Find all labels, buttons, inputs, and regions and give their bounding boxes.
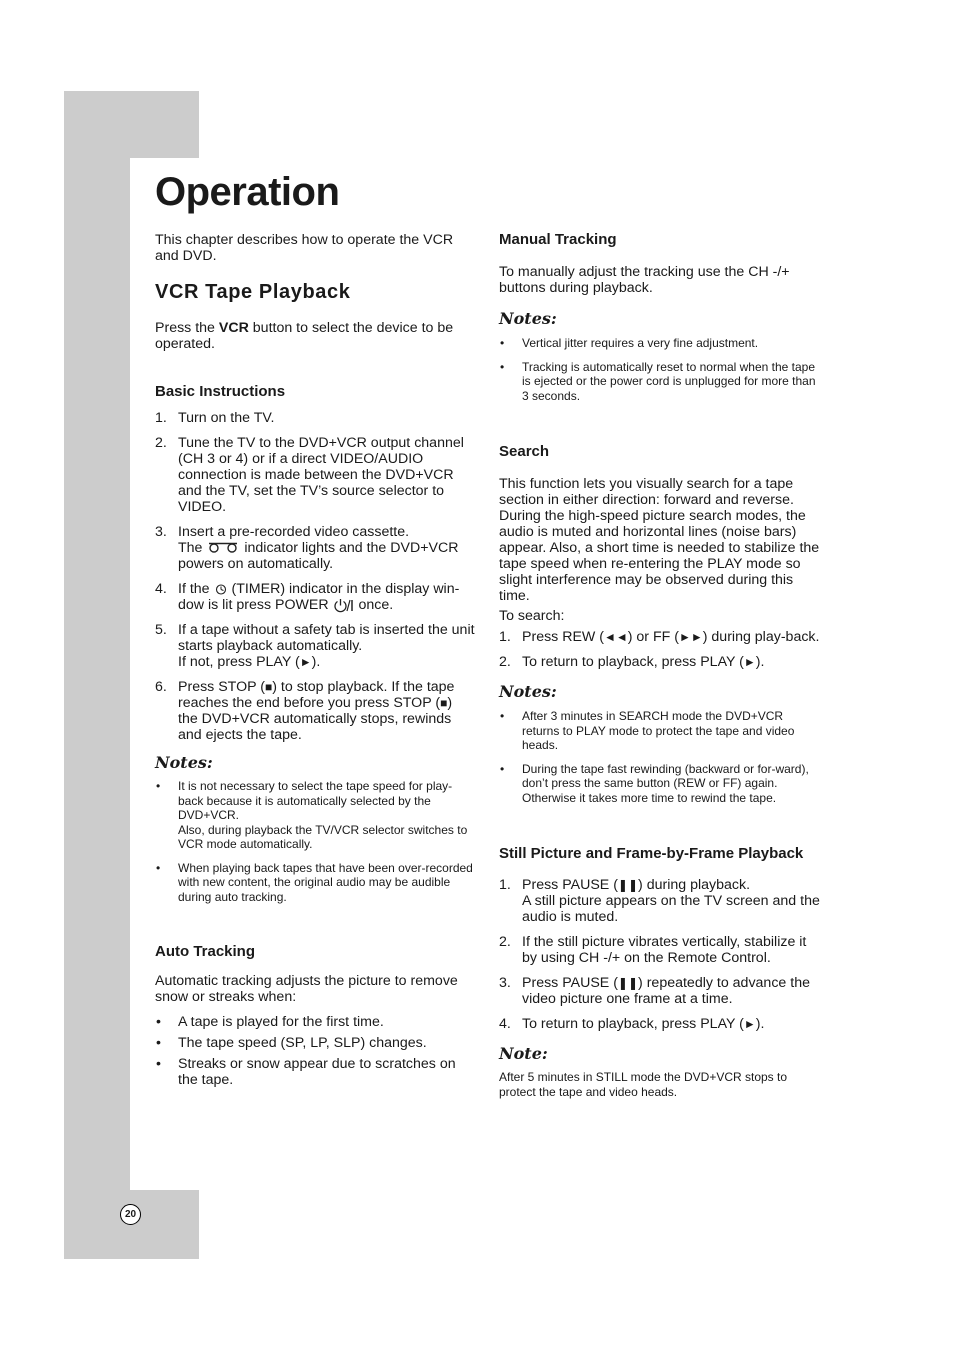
manual-tracking-title: Manual Tracking xyxy=(499,231,617,248)
to-search-label: To search: xyxy=(499,608,565,624)
auto-tracking-title: Auto Tracking xyxy=(155,943,256,960)
list-item: 2. Tune the TV to the DVD+VCR output channel (CH 3 or 4) or if a direct VIDEO/AUDIO connection is made between the DVD+VCR and the TV, set the TV’s source selector to VIDEO. xyxy=(155,435,464,515)
list-item: • Streaks or snow appear due to scratches on the tape. xyxy=(156,1056,456,1088)
list-item: 1. Press PAUSE (❚❚) during playback. A still picture appears on the TV screen and the audio is muted. xyxy=(499,877,820,925)
stop-icon: ■ xyxy=(440,696,448,710)
page-number: 20 xyxy=(120,1204,141,1225)
list-item: 1. Press REW (◄◄) or FF (►►) during play-back. xyxy=(499,629,820,645)
note-item: • Tracking is automatically reset to normal when the tape is ejected or the power cord is unplugged for more than 3 seconds. xyxy=(500,359,816,403)
note-title: Note: xyxy=(499,1044,548,1063)
cassette-indicator-icon xyxy=(206,542,240,554)
auto-tracking-list xyxy=(155,1014,475,1088)
note-item: • Vertical jitter requires a very fine adjustment. xyxy=(500,336,759,350)
basic-instructions-title: Basic Instructions xyxy=(155,383,286,400)
notes-list xyxy=(155,779,475,904)
list-item: 3. Press PAUSE (❚❚) repeatedly to advance the video picture one frame at a time. xyxy=(499,975,810,1007)
stop-icon: ■ xyxy=(265,680,273,694)
search-text: This function lets you visually search for a tape section in either direction: forward and reverse. During the high-speed picture search modes, the audio is muted and horizontal lines (noise bars) appear. Also, a short time is needed to stabilize the tape speed when re-entering the PLAY mode so slight interference may be observed during this time. xyxy=(499,476,820,604)
pause-icon: ❚❚ xyxy=(617,878,639,892)
right-column xyxy=(499,228,821,1099)
rewind-icon: ◄◄ xyxy=(603,630,628,644)
timer-icon xyxy=(214,583,228,596)
list-item: 3. Insert a pre-recorded video cassette. The indicator lights and the DVD+VCR powers on automatically. xyxy=(155,524,459,572)
basic-instructions-list xyxy=(155,410,475,743)
notes-title: Notes: xyxy=(499,682,557,701)
chapter-intro: This chapter describes how to operate the VCR and DVD. xyxy=(155,232,454,264)
note-item: • When playing back tapes that have been over-recorded with new content, the original audio may be audible during auto tracking. xyxy=(156,860,473,904)
note-text: After 5 minutes in STILL mode the DVD+VCR stops to protect the tape and video heads. xyxy=(499,1070,788,1099)
list-item: 2. If the still picture vibrates vertically, stabilize it by using CH -/+ on the Remote Control. xyxy=(499,934,807,966)
section-title-vcr-playback: VCR Tape Playback xyxy=(155,281,351,303)
play-icon: ► xyxy=(743,655,756,669)
list-item: 2. To return to playback, press PLAY (►). xyxy=(499,654,765,670)
page-margin-band-top xyxy=(64,91,199,158)
list-item: 1. Turn on the TV. xyxy=(155,410,275,426)
pause-icon: ❚❚ xyxy=(617,976,639,990)
manual-tracking-text: To manually adjust the tracking use the CH -/+ buttons during playback. xyxy=(499,264,790,296)
list-item: 5. If a tape without a safety tab is inserted the unit starts playback automatically. If not, press PLAY (►). xyxy=(155,622,475,670)
list-item: • The tape speed (SP, LP, SLP) changes. xyxy=(156,1035,427,1051)
still-picture-steps xyxy=(499,877,821,1032)
note-item: • It is not necessary to select the tape speed for play-back because it is automatically selected by the DVD+VCR. Also, during playback the TV/VCR selector switches to VCR mode automatically. xyxy=(156,779,468,851)
play-icon: ► xyxy=(743,1017,756,1031)
search-steps xyxy=(499,629,821,670)
page-margin-band-left xyxy=(64,158,130,1190)
notes-title: Notes: xyxy=(499,309,557,328)
notes-list xyxy=(499,709,821,805)
press-vcr-instruction: Press the VCR button to select the device to be operated. xyxy=(155,320,454,352)
notes-list xyxy=(499,336,821,403)
notes-title: Notes: xyxy=(155,753,213,772)
left-column xyxy=(155,228,475,1088)
play-icon: ► xyxy=(299,655,312,669)
power-icon xyxy=(333,598,355,613)
list-item: 6. Press STOP (■) to stop playback. If the tape reaches the end before you press STOP (■) the DVD+VCR automatically stops, rewinds and ejects the tape. xyxy=(155,679,455,743)
list-item: • A tape is played for the first time. xyxy=(156,1014,384,1030)
auto-tracking-intro: Automatic tracking adjusts the picture to remove snow or streaks when: xyxy=(155,973,458,1005)
still-picture-title: Still Picture and Frame-by-Frame Playback xyxy=(499,845,804,862)
list-item: 4. To return to playback, press PLAY (►). xyxy=(499,1016,765,1032)
note-item: • During the tape fast rewinding (backward or for-ward), don’t press the same button (REW or FF) again. Otherwise it takes more time to rewind the tape. xyxy=(500,761,809,805)
fast-forward-icon: ►► xyxy=(678,630,703,644)
search-title: Search xyxy=(499,443,550,460)
list-item: 4. If the (TIMER) indicator in the display win-dow is lit press POWER once. xyxy=(155,581,460,613)
page-title: Operation xyxy=(155,170,340,214)
note-item: • After 3 minutes in SEARCH mode the DVD+VCR returns to PLAY mode to protect the tape and video heads. xyxy=(500,709,795,752)
